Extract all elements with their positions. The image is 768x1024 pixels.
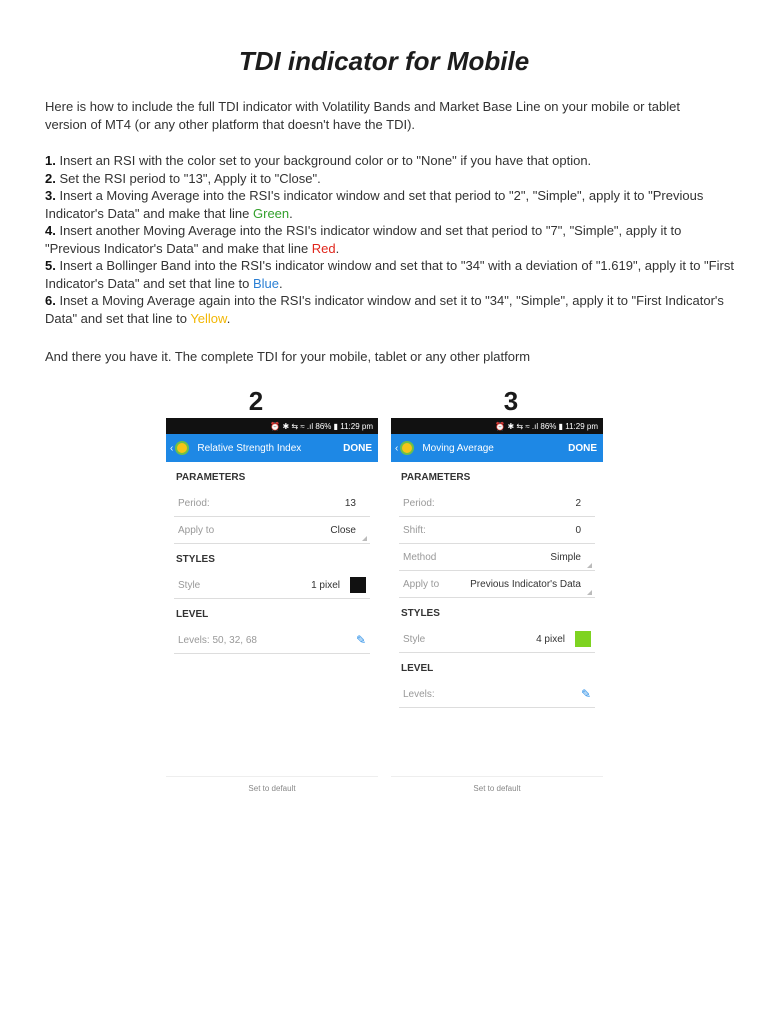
dropdown-corner-icon (587, 563, 592, 568)
style-label: Style (403, 633, 426, 645)
apply-to-label: Apply to (403, 578, 440, 590)
app-logo-icon (400, 441, 414, 455)
period-field[interactable] (399, 490, 595, 517)
back-arrow-icon[interactable]: ‹ (170, 442, 174, 454)
period-value: 2 (575, 497, 581, 509)
levels-field[interactable] (399, 681, 595, 708)
apply-to-select[interactable] (174, 517, 370, 544)
status-bar: ⏰ ✱ ⇆ ≈ .ıl 86% ▮ 11:29 pm (166, 418, 378, 434)
set-to-default-button[interactable]: Set to default (473, 784, 521, 793)
done-button[interactable]: DONE (343, 442, 372, 454)
screenshot-number: 2 (248, 386, 264, 416)
level-header: LEVEL (401, 663, 434, 674)
levels-label: Levels: (403, 688, 435, 700)
style-value: 1 pixel (311, 579, 340, 591)
style-select[interactable] (174, 572, 370, 599)
screenshot-number: 3 (503, 386, 519, 416)
apply-to-label: Apply to (178, 524, 215, 536)
done-button[interactable]: DONE (568, 442, 597, 454)
color-word-red: Red (311, 240, 336, 256)
levels-label: Levels: 50, 32, 68 (178, 634, 257, 646)
outro-paragraph: And there you have it. The complete TDI for your mobile, tablet or any other platform (45, 349, 531, 364)
color-swatch[interactable] (575, 631, 591, 647)
period-field[interactable] (174, 490, 370, 517)
page-title: TDI indicator for Mobile (238, 46, 530, 76)
step-item: 5. Insert a Bollinger Band into the RSI's indicator window and set that to "34" with a deviation of "1.619", apply it to "First Indicator's Data" and set that line to Blue. (45, 258, 734, 291)
step-item: 1. Insert an RSI with the color set to your background color or to "None" if you have that option. (45, 153, 592, 168)
app-bar-title: Moving Average (422, 442, 494, 454)
steps-list (45, 152, 735, 327)
apply-to-value: Previous Indicator's Data (470, 578, 581, 590)
status-bar: ⏰ ✱ ⇆ ≈ .ıl 86% ▮ 11:29 pm (391, 418, 603, 434)
styles-header: STYLES (401, 608, 440, 619)
color-swatch[interactable] (350, 577, 366, 593)
shift-field[interactable] (399, 517, 595, 544)
app-bar (166, 434, 378, 462)
rsi-settings-screenshot (166, 418, 378, 810)
color-word-blue: Blue (253, 275, 280, 291)
color-word-green: Green (253, 205, 290, 221)
apply-to-value: Close (330, 524, 356, 536)
method-select[interactable] (399, 544, 595, 571)
level-header: LEVEL (176, 609, 209, 620)
styles-header: STYLES (176, 554, 215, 565)
levels-field[interactable] (174, 627, 370, 654)
step-item: 3. Insert a Moving Average into the RSI's indicator window and set that period to "2", "Simple", apply it to "Previous Indicator's Data" and make that line Green. (45, 188, 704, 221)
app-bar-title: Relative Strength Index (197, 442, 302, 454)
footer-divider (166, 776, 378, 777)
edit-pencil-icon[interactable]: ✎ (355, 633, 366, 647)
apply-to-select[interactable] (399, 571, 595, 598)
footer-divider (391, 776, 603, 777)
edit-pencil-icon[interactable]: ✎ (580, 687, 591, 701)
parameters-header: PARAMETERS (401, 472, 471, 483)
dropdown-corner-icon (587, 590, 592, 595)
period-value: 13 (344, 497, 356, 509)
period-label: Period: (403, 497, 435, 509)
shift-label: Shift: (403, 524, 426, 536)
method-label: Method (403, 551, 437, 563)
style-label: Style (178, 579, 201, 591)
moving-average-settings-screenshot (391, 418, 603, 810)
set-to-default-button[interactable]: Set to default (248, 784, 296, 793)
back-arrow-icon[interactable]: ‹ (395, 442, 399, 454)
dropdown-corner-icon (362, 536, 367, 541)
parameters-header: PARAMETERS (176, 472, 246, 483)
step-item: 4. Insert another Moving Average into the RSI's indicator window and set that period to "7", "Simple", apply it to "Previous Indicator's Data" and make that line Red. (45, 223, 682, 256)
period-label: Period: (178, 497, 210, 509)
step-item: 6. Inset a Moving Average again into the RSI's indicator window and set it to "34", "Simple", apply it to "First Indicator's Data" and set that line to Yellow. (45, 293, 724, 326)
step-item: 2. Set the RSI period to "13", Apply it to "Close". (45, 170, 321, 186)
method-value: Simple (550, 551, 581, 563)
color-word-yellow: Yellow (190, 310, 227, 326)
app-bar (391, 434, 603, 462)
app-logo-icon (175, 441, 189, 455)
style-select[interactable] (399, 626, 595, 653)
intro-paragraph: Here is how to include the full TDI indicator with Volatility Bands and Market Base Line on your mobile or tablet version of MT4 (or any other platform that doesn't have the TDI). (45, 99, 680, 132)
style-value: 4 pixel (536, 633, 565, 645)
shift-value: 0 (575, 524, 581, 536)
